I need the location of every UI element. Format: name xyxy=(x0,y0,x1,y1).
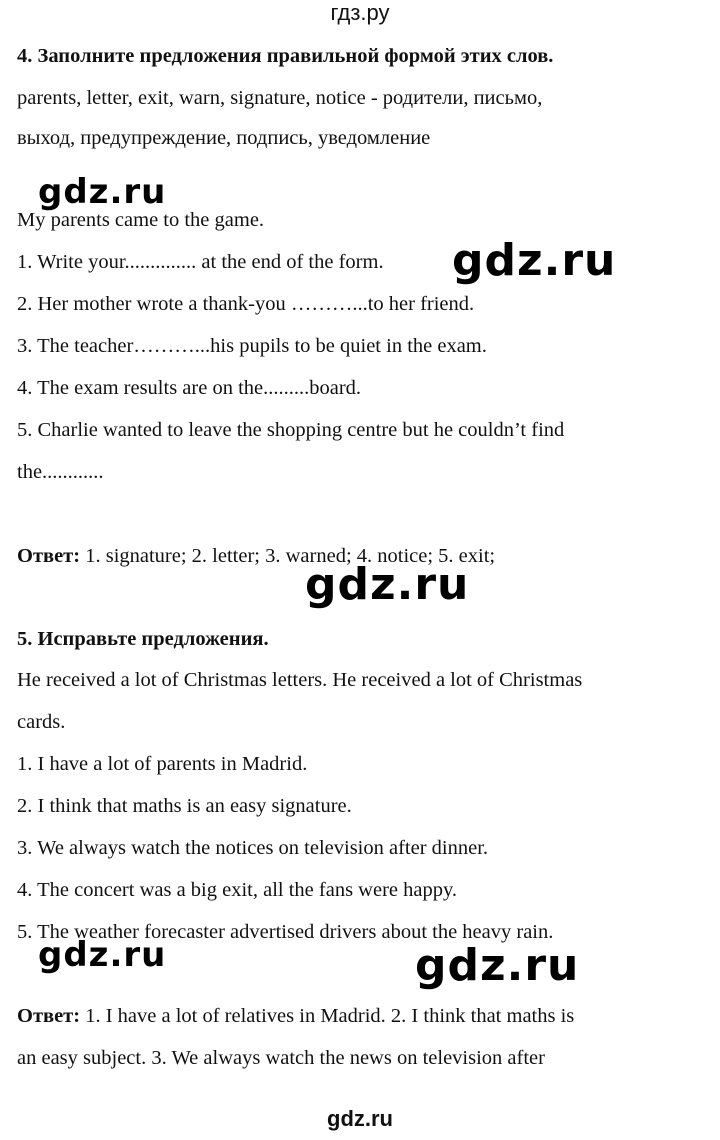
site-footer: gdz.ru xyxy=(327,1106,393,1131)
answer-label: Ответ: xyxy=(17,545,81,567)
site-header: гдз.ру xyxy=(330,0,390,25)
watermark: gdz.ru xyxy=(38,935,167,975)
task4-title: 4. Заполните предложения правильной формой этих слов. xyxy=(17,45,554,67)
task5-answer-line1 xyxy=(17,1003,574,1029)
task5-item-4: 4. The concert was a big exit, all the fans were happy. xyxy=(17,879,458,901)
watermark: gdz.ru xyxy=(305,559,470,610)
task4-item-4: 4. The exam results are on the.........board. xyxy=(17,377,362,399)
task4-words-line2: выход, предупреждение, подпись, уведомление xyxy=(17,127,431,149)
task5-item-3: 3. We always watch the notices on television after dinner. xyxy=(17,837,489,859)
task4-item-5-cont: the............ xyxy=(17,461,104,483)
watermark: gdz.ru xyxy=(38,172,167,212)
task5-answer-line2: an easy subject. 3. We always watch the news on television after xyxy=(17,1047,545,1069)
watermark: gdz.ru xyxy=(415,940,580,991)
task4-item-3: 3. The teacher………...his pupils to be quiet in the exam. xyxy=(17,335,487,357)
task4-example: My parents came to the game. xyxy=(17,209,265,231)
task4-words-line1: parents, letter, exit, warn, signature, notice - родители, письмо, xyxy=(17,87,543,109)
task5-item-1: 1. I have a lot of parents in Madrid. xyxy=(17,753,308,775)
task5-item-5: 5. The weather forecaster advertised drivers about the heavy rain. xyxy=(17,921,554,943)
answer-label: Ответ: xyxy=(17,1005,81,1027)
task4-item-1: 1. Write your.............. at the end of the form. xyxy=(17,251,384,273)
task5-example-line1: He received a lot of Christmas letters. He received a lot of Christmas xyxy=(17,669,583,691)
task4-item-2: 2. Her mother wrote a thank-you ………...to her friend. xyxy=(17,293,475,315)
task5-example-line2: cards. xyxy=(17,711,66,733)
answer-text: 1. signature; 2. letter; 3. warned; 4. notice; 5. exit; xyxy=(80,545,496,567)
task5-item-2: 2. I think that maths is an easy signature. xyxy=(17,795,352,817)
answer-text: 1. I have a lot of relatives in Madrid. 2. I think that maths is xyxy=(80,1005,575,1027)
watermark: gdz.ru xyxy=(452,235,617,286)
task4-item-5: 5. Charlie wanted to leave the shopping centre but he couldn’t find xyxy=(17,419,565,441)
task5-title: 5. Исправьте предложения. xyxy=(17,628,269,650)
